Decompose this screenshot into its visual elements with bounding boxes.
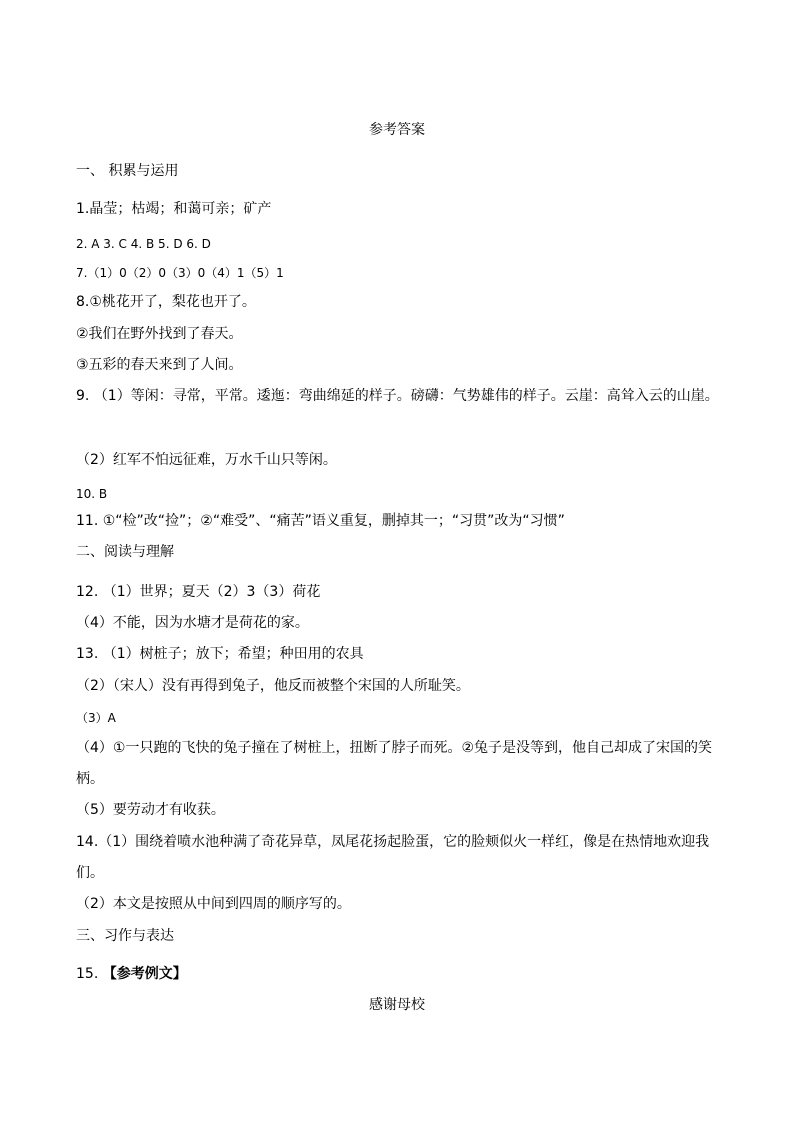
section-heading-3: 三、习作与表达 xyxy=(76,928,174,944)
answer-15-tag: 【参考例文】 xyxy=(102,966,187,982)
answer-13-line-4-cont: 柄。 xyxy=(76,771,104,787)
answer-7: 7.（1）0（2）0（3）0（4）1（5）1 xyxy=(76,266,284,280)
answer-8-line-2: ②我们在野外找到了春天。 xyxy=(76,326,243,342)
answer-13-line-5: （5）要劳动才有收获。 xyxy=(76,802,225,818)
answer-11: 11. ①“检”改“捡”；②“难受”、“痛苦”语义重复，删掉其一；“习贯”改为“习惯” xyxy=(76,513,565,529)
answer-8-line-3: ③五彩的春天来到了人间。 xyxy=(76,357,243,373)
answer-15-number: 15. xyxy=(76,966,103,982)
answer-13-line-2: （2）（宋人）没有再得到兔子，他反而被整个宋国的人所耻笑。 xyxy=(76,678,470,694)
answer-8-line-1: 8.①桃花开了，梨花也开了。 xyxy=(76,294,256,310)
section-heading-2: 二、阅读与理解 xyxy=(76,544,174,560)
answer-12-line-2: （4）不能，因为水塘才是荷花的家。 xyxy=(76,615,309,631)
essay-title: 感谢母校 xyxy=(369,997,425,1013)
answer-14-line-1: 14.（1）围绕着喷水池种满了奇花异草，凤尾花扬起脸蛋，它的脸颊似火一样红，像是在热情地欢迎我 xyxy=(76,834,710,850)
answer-13-line-3: （3）A xyxy=(76,711,116,725)
answer-9-part-2: （2）红军不怕远征难，万水千山只等闲。 xyxy=(76,452,337,468)
answer-10: 10. B xyxy=(76,487,108,501)
answer-9-part-1: 9. （1）等闲：寻常，平常。逶迤：弯曲绵延的样子。磅礴：气势雄伟的样子。云崖：高耸入云的山崖。 xyxy=(76,388,719,404)
answer-14-line-2: （2）本文是按照从中间到四周的顺序写的。 xyxy=(76,896,351,912)
answer-2-6: 2. A 3. C 4. B 5. D 6. D xyxy=(76,237,211,251)
answer-13-line-4: （4）①一只跑的飞快的兔子撞在了树桩上，扭断了脖子而死。②兔子是没等到，他自己却成了宋国的笑 xyxy=(76,740,713,756)
section-heading-1: 一、 积累与运用 xyxy=(76,163,179,179)
page-title: 参考答案 xyxy=(369,122,425,138)
answer-14-line-1-cont: 们。 xyxy=(76,865,104,881)
answer-1: 1.晶莹；枯竭；和蔼可亲；矿产 xyxy=(76,201,272,217)
answer-12-line-1: 12. （1）世界；夏天（2）3（3）荷花 xyxy=(76,584,321,600)
answer-13-line-1: 13. （1）树桩子；放下；希望；种田用的农具 xyxy=(76,646,364,662)
answer-15 xyxy=(76,965,187,983)
